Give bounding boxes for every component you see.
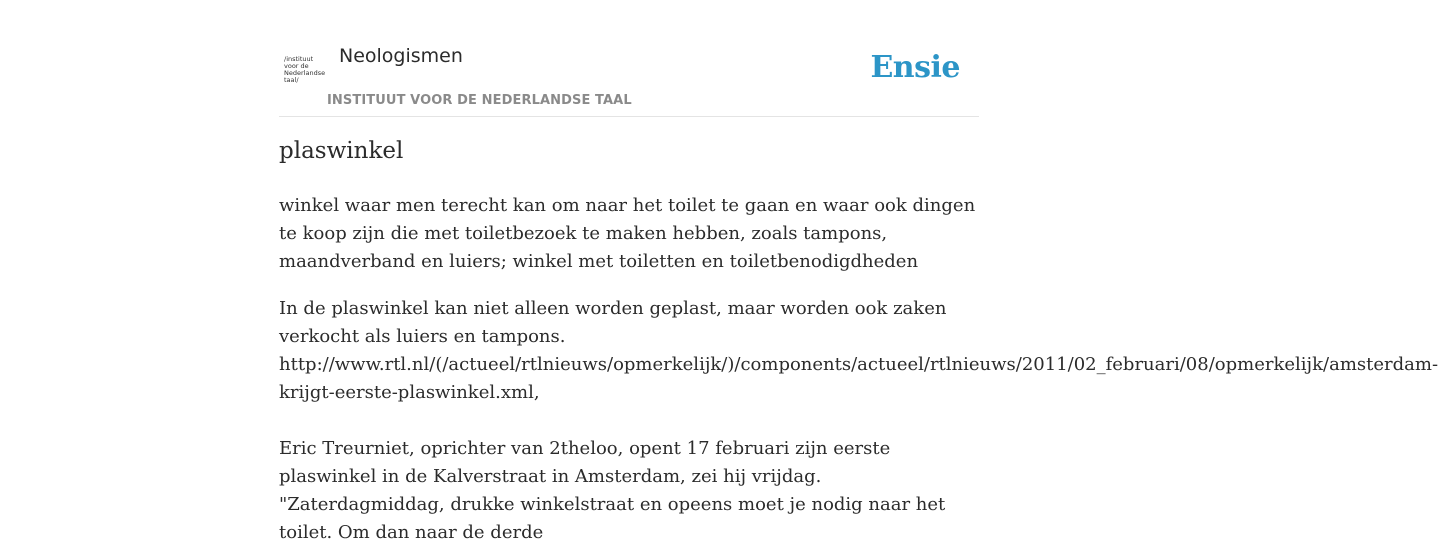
site-header bbox=[279, 0, 979, 117]
site-subtitle: INSTITUUT VOOR DE NEDERLANDSE TAAL bbox=[327, 93, 632, 108]
ensie-logo-link[interactable]: Ensie bbox=[870, 50, 960, 85]
entry-definition: winkel waar men terecht kan om naar het toilet te gaan en waar ook dingen te koop zijn die met toiletbezoek te maken hebben, zoals tampons, maandverband en luiers; winkel met toiletten en toiletbenodigdheden bbox=[279, 195, 976, 272]
ivdnt-logo[interactable]: /instituut voor de Nederlandse taal/ bbox=[284, 55, 326, 84]
example-1-text: In de plaswinkel kan niet alleen worden geplast, maar worden ook zaken verkocht als luiers en tampons. bbox=[279, 298, 947, 347]
example-1-source-url: http://www.rtl.nl/(/actueel/rtlnieuws/opmerkelijk/)/components/actueel/rtlnieuws/2011/02_februari/08/opmerkelijk/amsterdam- bbox=[279, 354, 1438, 375]
example-1-source-url-end: krijgt-eerste-plaswinkel.xml, bbox=[279, 382, 540, 403]
entry-example-2: Eric Treurniet, oprichter van 2theloo, opent 17 februari zijn eerste plaswinkel in de Kalverstraat in Amsterdam, zei hij vrijdag. "Zaterdagmiddag, drukke winkelstraat en opeens moet je nodig naar het toilet. Om dan naar de derde bbox=[279, 438, 946, 543]
entry-term: plaswinkel bbox=[279, 138, 404, 164]
site-title[interactable]: Neologismen bbox=[339, 45, 463, 67]
entry-example-1 bbox=[279, 295, 1438, 407]
